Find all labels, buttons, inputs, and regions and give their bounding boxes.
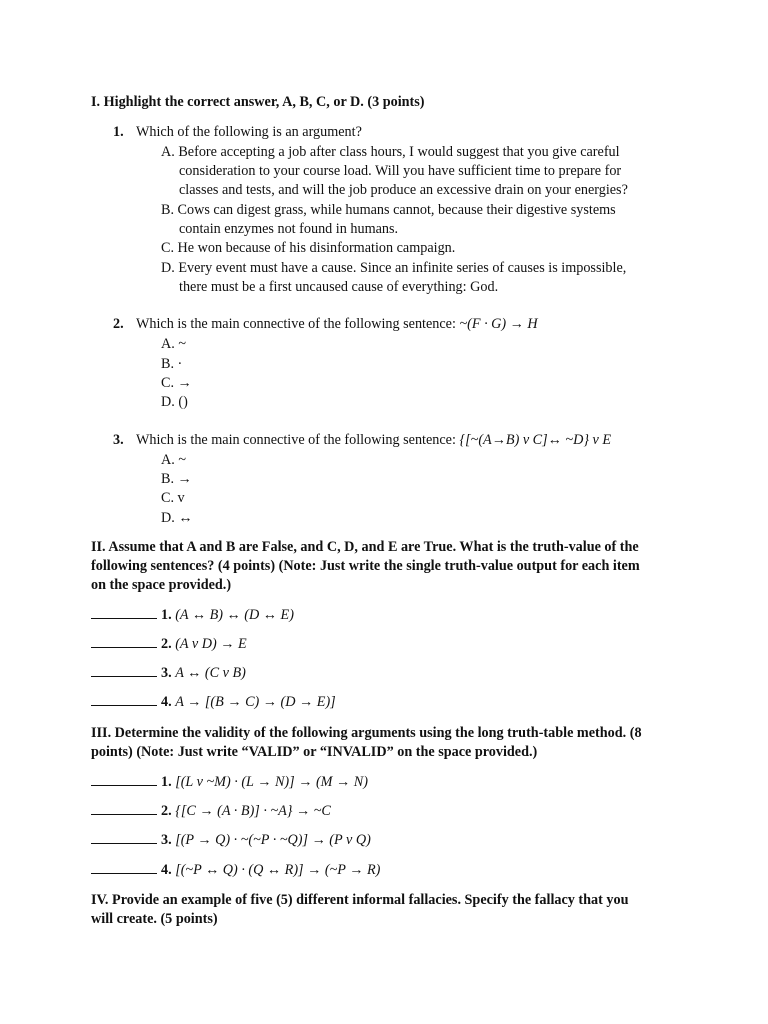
answer-blank[interactable] bbox=[91, 664, 157, 677]
answer-blank[interactable] bbox=[91, 606, 157, 619]
answer-blank[interactable] bbox=[91, 773, 157, 786]
item-formula: (A ↔ B) ↔ (D ↔ E) bbox=[175, 607, 294, 623]
q1-option-d-line2: there must be a first uncaused cause of everything: God. bbox=[179, 279, 499, 295]
answer-blank[interactable] bbox=[91, 693, 157, 706]
item-formula: A ↔ (C v B) bbox=[175, 665, 246, 681]
item-formula: [(~P ↔ Q) · (Q ↔ R)] → (~P → R) bbox=[175, 862, 381, 878]
q2-option-a: A. ~ bbox=[161, 336, 187, 352]
q3-prompt: Which is the main connective of the following sentence: bbox=[136, 432, 460, 448]
q3-option-a: A. ~ bbox=[161, 452, 187, 468]
q2-prompt: Which is the main connective of the following sentence: bbox=[136, 316, 460, 332]
item-formula: [(L v ~M) · (L → N)] → (M → N) bbox=[175, 774, 368, 790]
item-formula: A → [(B → C) → (D → E)] bbox=[175, 694, 336, 710]
section-2-heading-line1: II. Assume that A and B are False, and C, D, and E are True. What is the truth-value of the bbox=[91, 539, 639, 555]
item-number: 1. bbox=[161, 774, 172, 790]
q1-option-a-line3: classes and tests, and will the job produce an excessive drain on your energies? bbox=[179, 182, 628, 198]
section-3-heading-line2: points) (Note: Just write “VALID” or “INVALID” on the space provided.) bbox=[91, 744, 538, 760]
q1-number: 1. bbox=[113, 124, 124, 140]
q3-number: 3. bbox=[113, 432, 124, 448]
q3-option-b: B. → bbox=[161, 471, 192, 487]
q3-formula: {[~(A→B) v C]↔ ~D} v E bbox=[459, 432, 612, 448]
q3-option-d: D. ↔ bbox=[161, 510, 193, 526]
item-number: 4. bbox=[161, 862, 172, 878]
q1-prompt: Which of the following is an argument? bbox=[136, 124, 362, 140]
q2-number: 2. bbox=[113, 316, 124, 332]
item-number: 4. bbox=[161, 694, 172, 710]
s2-item-3 bbox=[91, 664, 246, 683]
answer-blank[interactable] bbox=[91, 861, 157, 874]
item-number: 2. bbox=[161, 636, 172, 652]
q1-option-a-line1: A. Before accepting a job after class hours, I would suggest that you give careful bbox=[161, 144, 620, 160]
item-number: 2. bbox=[161, 803, 172, 819]
item-number: 1. bbox=[161, 607, 172, 623]
q1-option-a-line2: consideration to your course load. Will you have sufficient time to prepare for bbox=[179, 163, 622, 179]
q3-option-c: C. v bbox=[161, 490, 185, 506]
q1-option-b-line1: B. Cows can digest grass, while humans cannot, because their digestive systems bbox=[161, 202, 616, 218]
q3-prompt-line bbox=[136, 431, 611, 450]
s2-item-4 bbox=[91, 693, 336, 712]
item-formula: {[C → (A · B)] · ~A} → ~C bbox=[175, 803, 331, 819]
q2-prompt-line bbox=[136, 315, 538, 334]
section-3-heading-line1: III. Determine the validity of the following arguments using the long truth-table method. (8 bbox=[91, 725, 642, 741]
s3-item-4 bbox=[91, 861, 380, 880]
s3-item-2 bbox=[91, 802, 331, 821]
section-2-heading-line2: following sentences? (4 points) (Note: Just write the single truth-value output for each item bbox=[91, 558, 640, 574]
q2-option-c: C. → bbox=[161, 375, 192, 391]
q2-formula: ~(F · G) → H bbox=[459, 316, 538, 332]
item-formula: (A v D) → E bbox=[175, 636, 247, 652]
q1-option-c: C. He won because of his disinformation campaign. bbox=[161, 240, 456, 256]
section-4-heading-line1: IV. Provide an example of five (5) different informal fallacies. Specify the fallacy that you bbox=[91, 892, 629, 908]
item-number: 3. bbox=[161, 665, 172, 681]
q1-option-b-line2: contain enzymes not found in humans. bbox=[179, 221, 399, 237]
s2-item-2 bbox=[91, 635, 247, 654]
item-formula: [(P → Q) · ~(~P · ~Q)] → (P v Q) bbox=[175, 832, 371, 848]
answer-blank[interactable] bbox=[91, 635, 157, 648]
q2-option-d: D. () bbox=[161, 394, 188, 410]
s2-item-1 bbox=[91, 606, 294, 625]
section-4-heading-line2: will create. (5 points) bbox=[91, 911, 218, 927]
s3-item-1 bbox=[91, 773, 368, 792]
item-number: 3. bbox=[161, 832, 172, 848]
q1-option-d-line1: D. Every event must have a cause. Since an infinite series of causes is impossible, bbox=[161, 260, 627, 276]
section-1-heading: I. Highlight the correct answer, A, B, C, or D. (3 points) bbox=[91, 94, 425, 110]
q2-option-b: B. · bbox=[161, 356, 183, 372]
answer-blank[interactable] bbox=[91, 802, 157, 815]
answer-blank[interactable] bbox=[91, 831, 157, 844]
section-2-heading-line3: on the space provided.) bbox=[91, 577, 232, 593]
s3-item-3 bbox=[91, 831, 371, 850]
